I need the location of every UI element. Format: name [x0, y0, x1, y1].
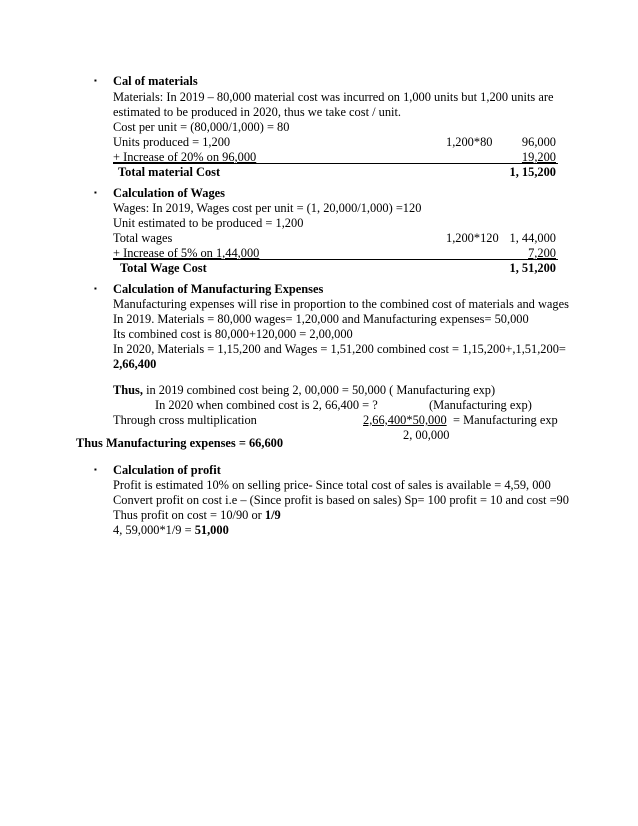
wages-line-2: Unit estimated to be produced = 1,200: [113, 216, 304, 230]
profit-line-4-text: 4, 59,000*1/9 =: [113, 523, 195, 537]
bullet-icon: ▪: [94, 76, 97, 85]
manufacturing-heading: Calculation of Manufacturing Expenses: [113, 282, 324, 296]
materials-total-label: Total material Cost: [118, 165, 221, 179]
wages-rule: [113, 259, 558, 260]
wages-row2-label: + Increase of 5% on 1,44,000: [113, 246, 260, 260]
materials-line-3: Cost per unit = (80,000/1,000) = 80: [113, 120, 290, 134]
manufacturing-conclusion: Thus Manufacturing expenses = 66,600: [76, 436, 284, 450]
manufacturing-line-7a: In 2020 when combined cost is 2, 66,400 = ?: [155, 398, 378, 412]
wages-row1-label: Total wages: [113, 231, 173, 245]
materials-row2-label: + Increase of 20% on 96,000: [113, 150, 257, 164]
thus-label: Thus,: [113, 383, 143, 397]
materials-total-value: 1, 15,200: [509, 165, 556, 179]
profit-ratio: 1/9: [264, 508, 281, 522]
materials-row2-value: 19,200: [521, 150, 556, 164]
manufacturing-thus-line: [113, 383, 495, 397]
manufacturing-line-1: Manufacturing expenses will rise in proportion to the combined cost of materials and wages: [113, 297, 569, 311]
materials-line-2: estimated to be produced in 2020, thus we take cost / unit.: [113, 105, 402, 119]
profit-heading: Calculation of profit: [113, 463, 221, 477]
manufacturing-line-7b: (Manufacturing exp): [429, 398, 532, 412]
bullet-icon: ▪: [94, 284, 97, 293]
materials-row1-label: Units produced = 1,200: [113, 135, 231, 149]
manufacturing-line-4: In 2020, Materials = 1,15,200 and Wages = 1,51,200 combined cost = 1,15,200+,1,51,200=: [113, 342, 566, 356]
wages-line-1: Wages: In 2019, Wages cost per unit = (1, 20,000/1,000) =120: [113, 201, 422, 215]
profit-line-2: Convert profit on cost i.e – (Since profit is based on sales) Sp= 100 profit = 10 and cost =90: [113, 493, 569, 507]
wages-heading: Calculation of Wages: [113, 186, 225, 200]
manufacturing-line-8c: = Manufacturing exp: [453, 413, 558, 427]
materials-rule: [113, 163, 558, 164]
wages-total-label: Total Wage Cost: [120, 261, 207, 275]
wages-row1-calc: 1,200*120: [446, 231, 499, 245]
bullet-icon: ▪: [94, 465, 97, 474]
manufacturing-line-8a: Through cross multiplication: [113, 413, 257, 427]
wages-total-value: 1, 51,200: [509, 261, 556, 275]
thus-text: in 2019 combined cost being 2, 00,000 = 50,000 ( Manufacturing exp): [142, 383, 496, 397]
profit-line-4: [113, 523, 229, 537]
materials-row1-calc: 1,200*80: [446, 135, 493, 149]
profit-line-3-text: Thus profit on cost = 10/90 or: [113, 508, 265, 522]
profit-line-1: Profit is estimated 10% on selling price- Since total cost of sales is available = 4,59, 000: [113, 478, 551, 492]
bullet-icon: ▪: [94, 188, 97, 197]
manufacturing-line-2: In 2019. Materials = 80,000 wages= 1,20,000 and Manufacturing expenses= 50,000: [113, 312, 529, 326]
manufacturing-line-5: 2,66,400: [113, 357, 157, 371]
materials-heading: Cal of materials: [113, 74, 198, 88]
materials-line-1: Materials: In 2019 – 80,000 material cost was incurred on 1,000 units but 1,200 units are: [113, 90, 554, 104]
materials-row1-value: 96,000: [521, 135, 556, 149]
profit-result: 51,000: [194, 523, 229, 537]
manufacturing-line-9: 2, 00,000: [403, 428, 450, 442]
manufacturing-line-8b: 2,66,400*50,000: [363, 413, 447, 427]
manufacturing-line-3: Its combined cost is 80,000+120,000 = 2,00,000: [113, 327, 353, 341]
wages-row1-value: 1, 44,000: [509, 231, 556, 245]
profit-line-3: [113, 508, 281, 522]
wages-row2-value: 7,200: [528, 246, 556, 260]
